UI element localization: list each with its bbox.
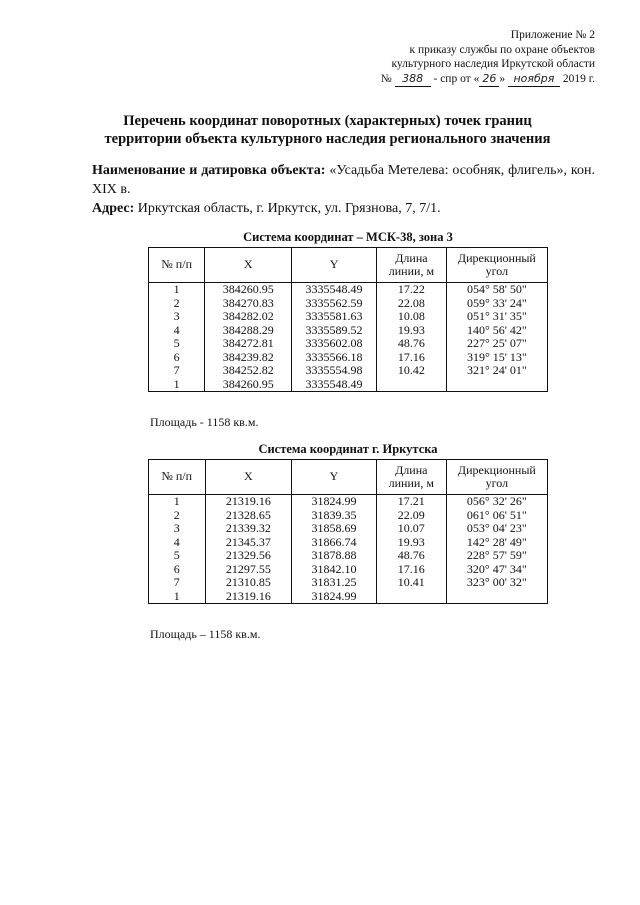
y-value: 31824.99 — [311, 588, 357, 603]
x-value: 21310.85 — [225, 575, 271, 589]
number-prefix: № — [380, 72, 392, 85]
line-length: 19.93 — [397, 534, 425, 549]
point-number: 7 — [173, 363, 180, 377]
line-length: 10.08 — [397, 309, 425, 323]
line-length: 17.16 — [397, 349, 425, 364]
line-length: 19.93 — [397, 322, 425, 337]
appendix-org-line: культурного наследия Иркутской области — [391, 58, 595, 70]
handwritten-month: ноября — [508, 72, 560, 88]
appendix-header — [381, 28, 595, 87]
object-name-paragraph — [92, 161, 595, 199]
header-angle: Дирекционный угол — [446, 248, 547, 283]
document-title-line-2: территории объекта культурного наследия регионального значения — [104, 131, 551, 147]
system2-header-row — [149, 460, 548, 495]
point-number: 7 — [173, 575, 180, 589]
point-number: 5 — [173, 336, 180, 350]
x-value: 384282.02 — [222, 309, 274, 323]
x-value: 384272.81 — [222, 336, 274, 350]
direction-angle: 061° 06' 51" — [466, 507, 527, 522]
y-value: 3335602.08 — [305, 336, 363, 350]
system2-area: Площадь – 1158 кв.м. — [150, 627, 261, 641]
line-length: 17.16 — [397, 561, 425, 576]
header-x: X — [205, 460, 292, 495]
system1-title: Система координат – МСК-38, зона 3 — [243, 230, 453, 244]
system1-area: Площадь - 1158 кв.м. — [150, 415, 259, 429]
y-value: 3335562.59 — [305, 295, 363, 310]
header-num: № п/п — [149, 248, 205, 283]
object-address-label: Адрес: — [92, 201, 135, 216]
object-address-paragraph — [92, 199, 595, 218]
y-value: 31842.10 — [311, 561, 357, 576]
y-value: 3335548.49 — [305, 282, 363, 296]
y-value: 3335566.18 — [305, 349, 363, 364]
y-value: 31831.25 — [311, 575, 357, 589]
system1-y-column — [292, 283, 377, 392]
point-number: 3 — [173, 521, 180, 535]
handwritten-day: 26 — [479, 72, 499, 88]
system1-x-column — [205, 283, 292, 392]
line-length: 17.22 — [397, 282, 425, 296]
point-number: 6 — [173, 561, 180, 576]
point-number: 3 — [173, 309, 180, 323]
y-value: 31878.88 — [311, 548, 357, 562]
point-number: 1 — [173, 376, 180, 391]
point-number: 2 — [173, 507, 180, 522]
direction-angle: 319° 15' 13" — [466, 349, 527, 364]
x-value: 21329.56 — [225, 548, 271, 562]
system1-angle-column — [446, 283, 547, 392]
x-value: 384260.95 — [222, 282, 274, 296]
x-value: 384288.29 — [222, 322, 274, 337]
direction-angle: 320° 47' 34" — [466, 561, 527, 576]
direction-angle: 056° 32' 26" — [466, 494, 527, 508]
y-value: 31858.69 — [311, 521, 357, 535]
document-title-line-1: Перечень координат поворотных (характерных) точек границ — [123, 113, 532, 129]
direction-angle: 059° 33' 24" — [466, 295, 527, 310]
x-value: 384260.95 — [222, 376, 274, 391]
date-prefix: - спр от « — [433, 72, 480, 85]
object-name-value: «Усадьба Метелева: особняк, флигель», кон. XIX в. — [92, 163, 596, 197]
system1-points-column — [149, 283, 205, 392]
system1-table — [148, 247, 548, 392]
y-value: 3335589.52 — [305, 322, 363, 337]
header-length: Длина линии, м — [376, 460, 446, 495]
y-value: 31866.74 — [311, 534, 357, 549]
y-value: 3335548.49 — [305, 376, 363, 391]
appendix-order-line: к приказу службы по охране объектов — [409, 43, 595, 56]
system1-length-column — [377, 283, 447, 392]
system2-data-row — [149, 495, 548, 604]
system1-data-row — [149, 283, 548, 392]
system1-header-row — [149, 248, 548, 283]
line-length: 10.42 — [397, 363, 425, 377]
handwritten-order-number: 388 — [395, 72, 431, 88]
x-value: 21345.37 — [225, 534, 271, 549]
header-y: Y — [292, 460, 377, 495]
appendix-title: Приложение № 2 — [510, 29, 595, 41]
system2-angle-column — [446, 495, 547, 604]
object-name-label: Наименование и датировка объекта: — [92, 163, 326, 178]
direction-angle: 142° 28' 49" — [466, 534, 527, 549]
point-number: 4 — [173, 534, 180, 549]
direction-angle: 140° 56' 42" — [466, 322, 527, 337]
date-quote-close: » — [499, 72, 506, 85]
y-value: 3335554.98 — [305, 363, 363, 377]
point-number: 2 — [173, 295, 180, 310]
x-value: 21319.16 — [225, 494, 271, 508]
line-length: 22.08 — [397, 295, 425, 310]
x-value: 21339.32 — [225, 521, 271, 535]
point-number: 6 — [173, 349, 180, 364]
system2-x-column — [205, 495, 292, 604]
point-number: 1 — [173, 282, 180, 296]
line-length: 48.76 — [397, 336, 425, 350]
direction-angle: 227° 25' 07" — [466, 336, 527, 350]
system2-y-column — [292, 495, 377, 604]
x-value: 384252.82 — [222, 363, 274, 377]
header-num: № п/п — [149, 460, 206, 495]
object-info — [92, 161, 595, 218]
direction-angle: 228° 57' 59" — [466, 548, 527, 562]
point-number: 4 — [173, 322, 180, 337]
point-number: 1 — [173, 588, 180, 603]
header-y: Y — [292, 248, 377, 283]
system2-length-column — [376, 495, 446, 604]
system2-title: Система координат г. Иркутска — [258, 442, 438, 456]
header-x: X — [205, 248, 292, 283]
header-length: Длина линии, м — [377, 248, 447, 283]
x-value: 384270.83 — [222, 295, 274, 310]
y-value: 31839.35 — [311, 507, 357, 522]
system2-table — [148, 459, 548, 604]
direction-angle: 054° 58' 50" — [466, 282, 527, 296]
x-value: 21297.55 — [225, 561, 271, 576]
document-title — [60, 112, 595, 148]
line-length: 22.09 — [397, 507, 425, 522]
x-value: 21328.65 — [225, 507, 271, 522]
line-length: 17.21 — [397, 494, 425, 508]
y-value: 3335581.63 — [305, 309, 363, 323]
header-angle: Дирекционный угол — [446, 460, 547, 495]
direction-angle: 321° 24' 01" — [466, 363, 527, 377]
appendix-number-date-line — [381, 72, 595, 88]
line-length: 10.07 — [397, 521, 425, 535]
object-address-value: Иркутская область, г. Иркутск, ул. Грязнова, 7, 7/1. — [137, 201, 441, 216]
y-value: 31824.99 — [311, 494, 357, 508]
x-value: 384239.82 — [222, 349, 274, 364]
order-year: 2019 г. — [562, 72, 595, 85]
point-number: 5 — [173, 548, 180, 562]
line-length: 10.41 — [397, 575, 425, 589]
point-number: 1 — [173, 494, 180, 508]
x-value: 21319.16 — [225, 588, 271, 603]
direction-angle: 053° 04' 23" — [466, 521, 527, 535]
direction-angle: 323° 00' 32" — [466, 575, 527, 589]
line-length: 48.76 — [397, 548, 425, 562]
system2-points-column — [149, 495, 206, 604]
direction-angle: 051° 31' 35" — [466, 309, 527, 323]
